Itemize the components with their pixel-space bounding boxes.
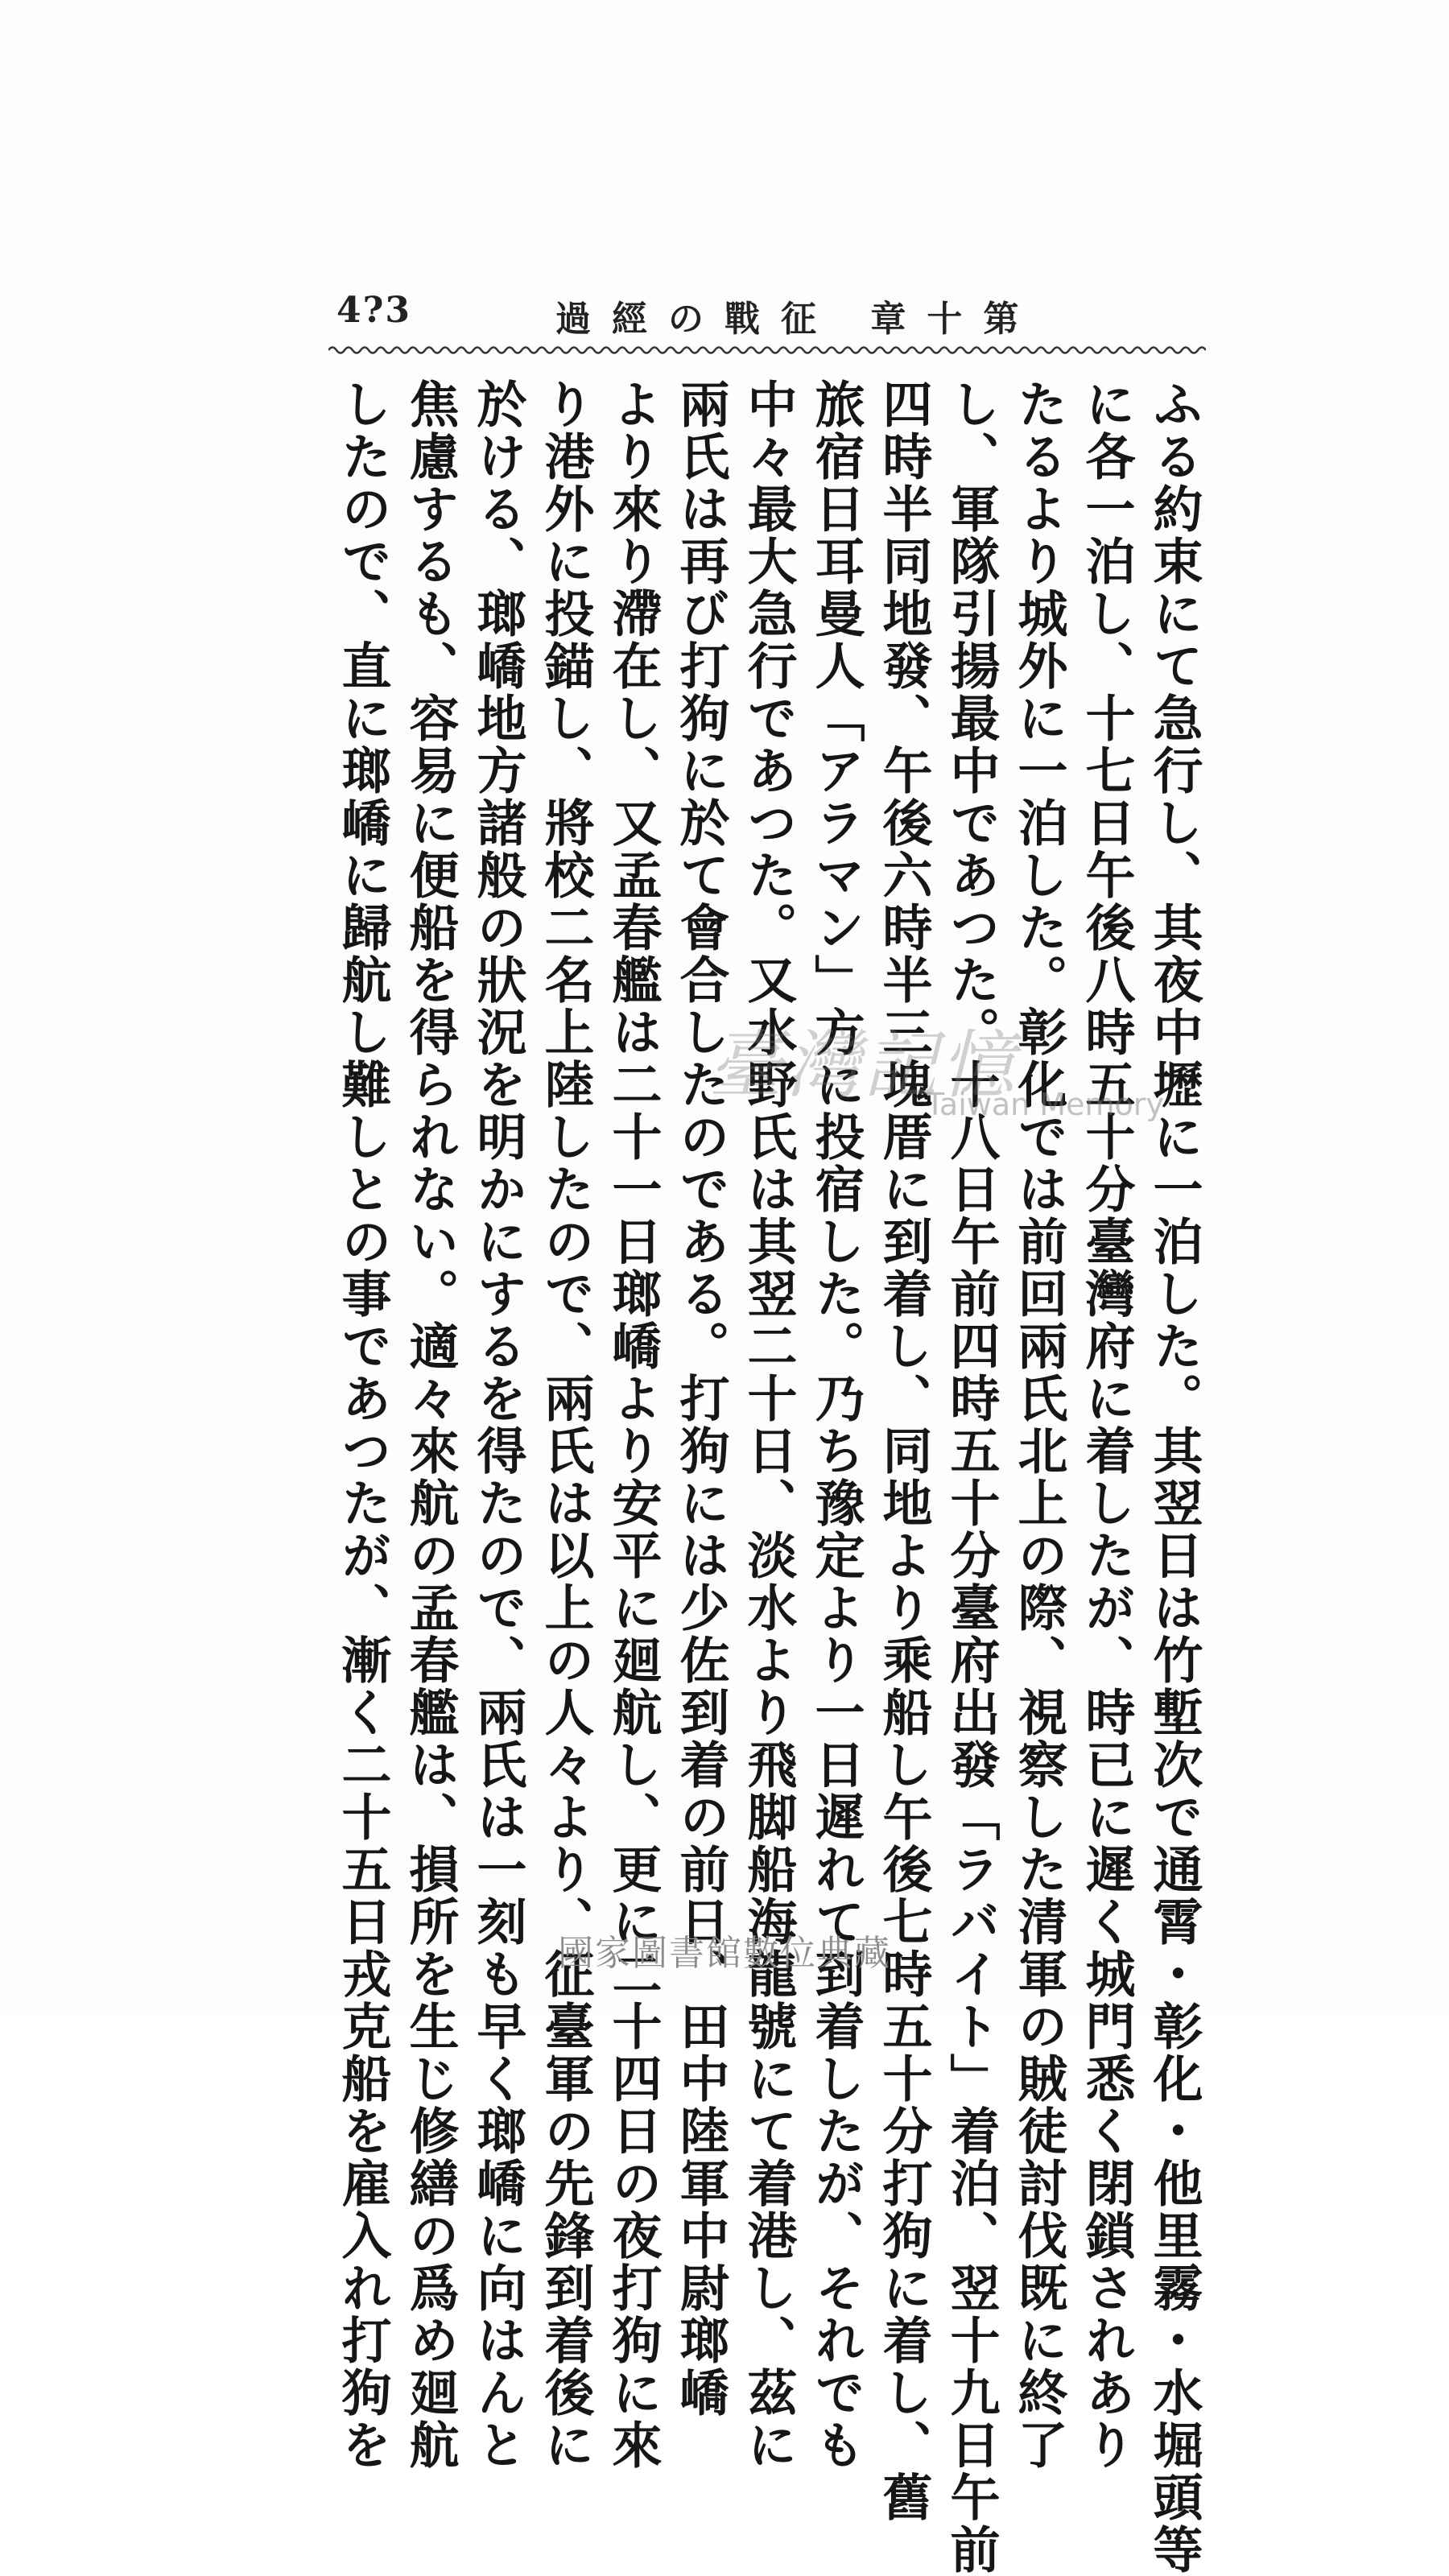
text-column: より來り滯在し、又孟春艦は二十一日瑯嶠より安平に廻航し、更に二十四日の夜打狗に來 [604,378,663,2471]
text-column: ふる約束にて急行し、其夜中壢に一泊した。其翌日は竹塹次で通霄・彰化・他里霧・水堀頭等 [1145,378,1203,2576]
wavy-header-rule [328,345,1206,356]
text-column: 於ける、瑯嶠地方諸般の狀況を明かにするを得たので、兩氏は一刻も早く瑯嶠に向はんと [469,378,527,2471]
watermark-english: Taiwan Memory [926,1087,1164,1122]
text-column: に各一泊し、十七日午後八時五十分臺灣府に着したが、時已に遲く城門悉く閉鎖されあり [1077,378,1136,2471]
text-column: 旅宿日耳曼人「アラマン」方に投宿した。乃ち豫定より一日遲れて到着したが、それでも [807,378,865,2471]
text-column: 焦慮するも、容易に便船を得られない。適々來航の孟春艦は、損所を生じ修繕の爲め廻航 [401,378,460,2471]
text-column: 四時半同地發、午後六時半三塊厝に到着し、同地より乘船し午後七時五十分打狗に着し、舊 [874,378,933,2524]
text-column: したので、直に瑯嶠に歸航し難しとの事であつたが、漸く二十五日戎克船を雇入れ打狗を [333,378,392,2471]
text-column: たるより城外に一泊した。彰化では前回兩氏北上の際、視察した清軍の賊徒討伐既に終了 [1009,378,1068,2471]
text-column: 兩氏は再び打狗に於て會合したのである。打狗には少佐到着の前日、田中陸軍中尉瑯嶠 [671,378,730,2419]
text-column: 中々最大急行であつた。又水野氏は其翌二十日、淡水より飛脚船海龍號にて着港し、茲に [739,378,798,2471]
text-column: し、軍隊引揚最中であつた。十八日午前四時五十分臺府出發「ラバイト」着泊、翌十九日午前 [942,378,1001,2576]
watermark-chinese: 臺灣記憶 [708,1022,1018,1108]
running-head: 第十章 征戰の經過 [555,299,1040,340]
page-number: 4?3 [336,290,412,331]
text-column: り港外に投錨し、將校二名上陸したので、兩氏は以上の人々より、征臺軍の先鋒到着後に [536,378,595,2471]
footer-caption: 國家圖書館數位典藏 [558,1933,891,1974]
